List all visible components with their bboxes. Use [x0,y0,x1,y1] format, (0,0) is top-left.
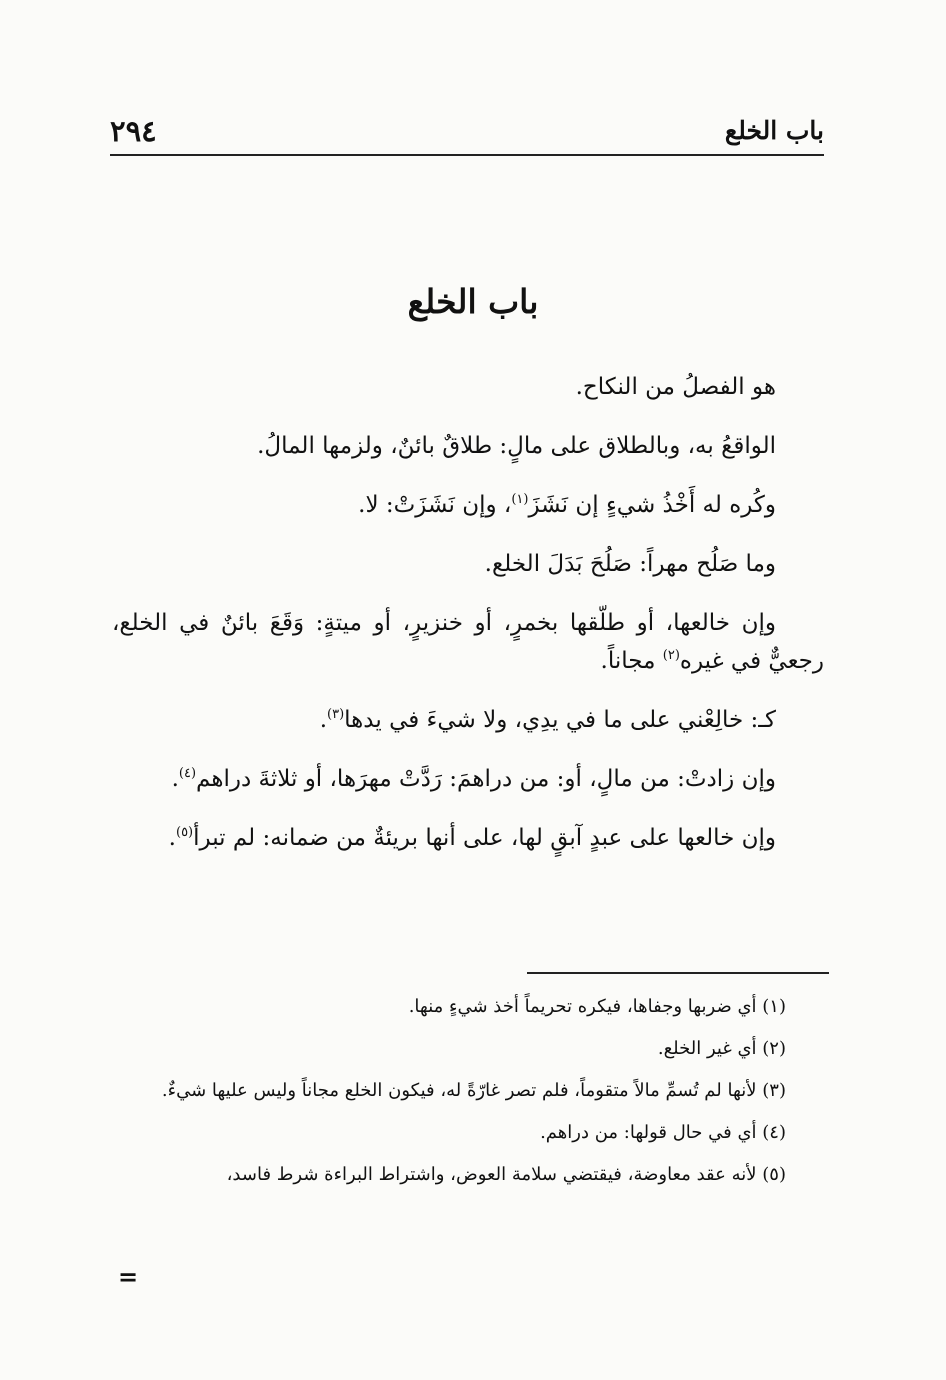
paragraph: وإن خالعها، أو طلّقها بخمرٍ، أو خنزيرٍ، أو ميتةٍ: وَقَعَ بائنٌ في الخلع، رجعيٌّ في غيره$^{(٢)}$ مجاناً. [112,610,824,674]
footnote-ref: (٢) [662,648,680,663]
footnote: (٣) لأنها لم تُسمِّ مالاً متقوماً، فلم تصر غارّةً له، فيكون الخلع مجاناً وليس عليها شيءٌ. [161,1080,786,1101]
continuation-mark: = [118,1262,139,1291]
paragraph: كـ: خالِعْني على ما في يدِي، ولا شيءَ في يدها$^{(٣)}$. [319,707,776,733]
paragraph: وإن خالعها على عبدٍ آبقٍ لها، على أنها بريئةٌ من ضمانه: لم تبرأ$^{(٥)}$. [168,825,776,851]
running-title: باب الخلع [724,116,824,145]
footnote: (٢) أي غير الخلع. [657,1038,786,1059]
paragraph: وإن زادتْ: من مالٍ، أو: من دراهمَ: رَدَّتْ مهرَها، أو ثلاثةَ دراهم$^{(٤)}$. [171,766,776,792]
paragraph: هو الفصلُ من النكاح. [575,374,776,400]
footnote: (٥) لأنه عقد معاوضة، فيقتضي سلامة العوض، واشتراط البراءة شرط فاسد، [226,1164,786,1185]
page-header [110,112,824,156]
footnote-ref: (١) [511,492,529,507]
footnote: (٤) أي في حال قولها: من دراهم. [540,1122,786,1143]
page-number: ٢٩٤ [110,114,157,148]
footnote: (١) أي ضربها وجفاها، فيكره تحريماً أخذ شيءٍ منها. [408,996,786,1017]
main-text [112,368,824,878]
footnote-ref: (٥) [175,825,194,840]
footnote-ref: (٤) [178,766,197,781]
paragraph: الواقعُ به، وبالطلاق على مالٍ: طلاقٌ بائنٌ، ولزمها المالُ. [257,433,776,459]
footnote-separator [527,972,829,974]
footnotes [112,992,824,1202]
paragraph: وما صَلُح مهراً: صَلُحَ بَدَلَ الخلع. [484,551,776,577]
paragraph: وكُره له أَخْذُ شيءٍ إن نَشَزَ$^{(١)}$، وإن نَشَزَتْ: لا. [358,492,776,518]
chapter-title: باب الخلع [407,282,539,321]
footnote-ref: (٣) [327,707,345,722]
